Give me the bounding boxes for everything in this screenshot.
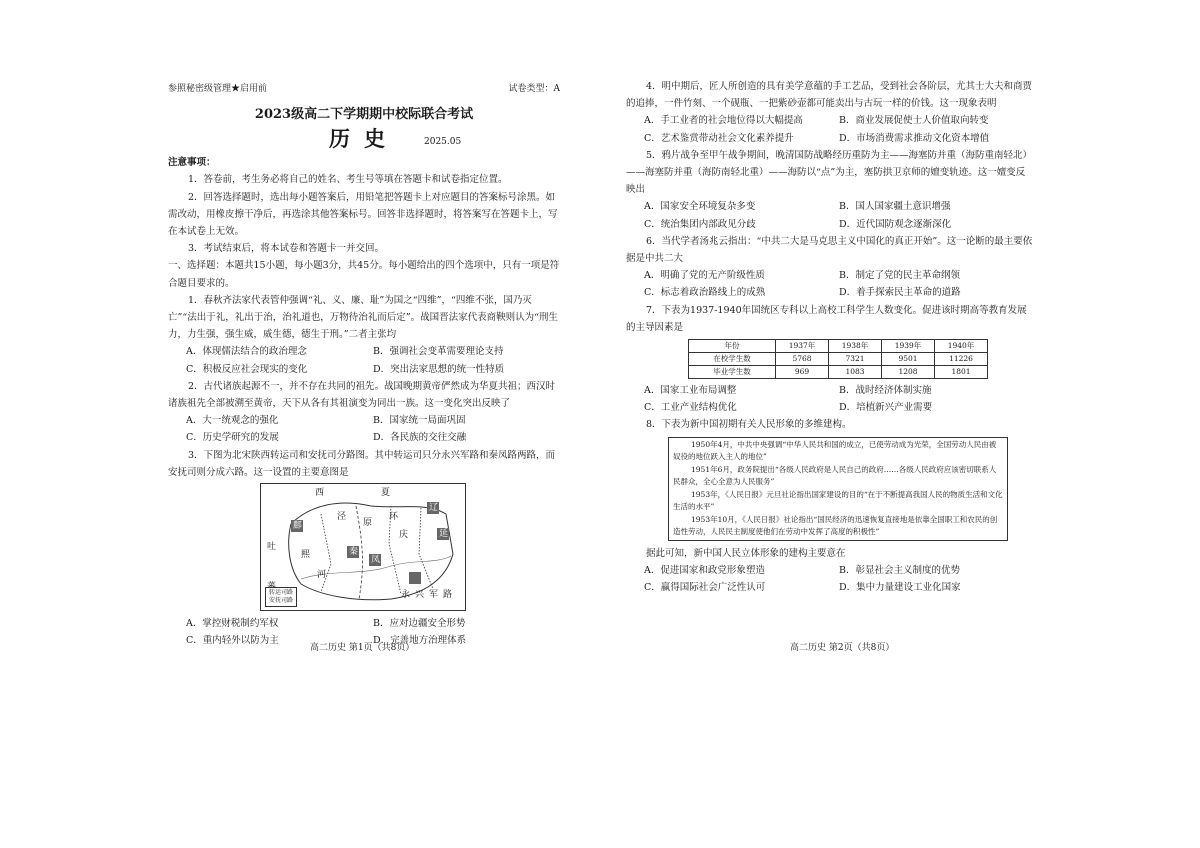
option-b: B．国家统一局面巩固 [373, 415, 466, 427]
table-header-cell: 1937年 [776, 340, 829, 353]
option-c: C．艺术鉴赏带动社会文化素养提升 [644, 132, 794, 144]
option-d: D．集中力量建设工业化国家 [839, 582, 961, 594]
option-a: A．国家安全环境复杂多变 [644, 201, 756, 213]
option-c: C．历史学研究的发展 [186, 432, 279, 444]
paper-type: 试卷类型：A [508, 84, 560, 94]
question-stem: 3．下图为北宋陕西转运司和安抚司分路图。其中转运司只分永兴军路和秦凤路两路，而安抚司则分成六路。这一设置的主要意图是 [168, 449, 556, 478]
table-cell: 1801 [935, 366, 988, 379]
page-footer-2: 高二历史 第2页（共8页） [790, 643, 895, 653]
table-cell: 5768 [776, 353, 829, 366]
table-cell: 969 [776, 366, 829, 379]
question-7 [626, 302, 1034, 417]
option-c: C．重内轻外以防为主 [186, 635, 279, 647]
question-6 [626, 233, 1034, 302]
question-stem: 4．明中期后，匠人所创造的具有美学意蕴的手工艺品，受到社会各阶层，尤其士大夫和商贾的追捧，一件竹刻、一个砚瓶、一把紫砂壶都可能卖出与古玩一样的价钱。这一现象表明 [626, 81, 1033, 110]
table-header-cell: 1940年 [935, 340, 988, 353]
option-a: A．手工业者的社会地位得以大幅提高 [644, 115, 803, 127]
option-b: B．应对边疆安全形势 [373, 618, 466, 630]
notice-3: 3．考试结束后，将本试卷和答题卡一并交回。 [188, 243, 385, 255]
table-row [689, 353, 988, 366]
notice-1: 1．答卷前，考生务必将自己的姓名、考生号等填在答题卡和试卷指定位置。 [188, 174, 508, 186]
option-c: C．赢得国际社会广泛性认可 [644, 582, 766, 594]
table-cell: 1083 [829, 366, 882, 379]
question-4 [626, 78, 1034, 147]
option-c: C．标志着政治路线上的成熟 [644, 287, 766, 299]
map-legend [265, 587, 297, 607]
question-stem: 1．春秋齐法家代表管仲强调“礼、义、廉、耻”为国之“四维”，“四维不张，国乃灭亡”“法出于礼，礼出于治，治礼道也，万物待治礼而后定”。战国晋法家代表商鞅则认为“刑生力，力生强，强生威，威生德，德生于刑。”二者主张均 [168, 294, 558, 341]
map-label: 环 [389, 512, 399, 523]
map-label: 永 [401, 590, 411, 601]
table-cell: 1208 [882, 366, 935, 379]
quote-item: 1953年，《人民日报》元旦社论指出国家建设的目的“在于不断提高我国人民的物质生活和文化生活的水平” [673, 489, 1003, 511]
map-label: 吐 [267, 542, 277, 553]
option-c: C．统治集团内部政见分歧 [644, 218, 756, 230]
question-2 [168, 378, 560, 447]
question-stem: 8．下表为新中国初期有关人民形象的多维建构。 [646, 419, 852, 431]
question-3 [168, 447, 560, 650]
option-d: D．各民族的交往交融 [373, 432, 467, 444]
page-footer-1: 高二历史 第1页（共8页） [310, 643, 415, 653]
question-stem: 2．古代诸族起源不一，并不存在共同的祖先。战国晚期黄帝俨然成为华夏共祖；西汉时诸族祖先全部被溯至黄帝，天下从各有其祖演变为同出一族。这一变化突出反映了 [168, 380, 556, 410]
option-a: A．明确了党的无产阶级性质 [644, 270, 765, 282]
map-label: 延 [439, 529, 449, 540]
table-cell: 7321 [829, 353, 882, 366]
section-heading: 一、选择题：本题共15小题，每小题3分，共45分。每小题给出的四个选项中，只有一项是符合题目要求的。 [168, 260, 560, 289]
map-label: 泾 [337, 512, 347, 523]
option-d: D．培植新兴产业需要 [839, 402, 933, 414]
option-b: B．国人国家疆土意识增强 [839, 201, 951, 213]
option-a: A．国家工业布局调整 [644, 385, 737, 397]
option-d: D．完善地方治理体系 [373, 635, 467, 647]
map-label: 原 [363, 518, 373, 529]
map-label: 凤 [371, 555, 381, 566]
question-stem: 7．下表为1937-1940年国统区专科以上高校工科学生人数变化。促进该时期高等教育发展的主导因素是 [626, 304, 1027, 333]
option-a: A．体现儒法结合的政治理念 [186, 346, 307, 358]
question-1 [168, 292, 560, 378]
table-cell: 在校学生数 [689, 353, 776, 366]
option-c: C．工业产业结构优化 [644, 402, 737, 414]
question-stem: 5．鸦片战争至甲午战争期间，晚清国防战略经历重防为主——海塞防并重（海防重南轻北）——海塞防并重（海防南轻北重）——海防以“点”为主，塞防拱卫京师的嬗变轨迹。这一嬗变反映出 [626, 149, 1033, 196]
option-b: B．彰显社会主义制度的优势 [839, 564, 960, 576]
city-marker [409, 572, 421, 584]
option-d: D．着手探索民主革命的道路 [839, 287, 961, 299]
table-header-cell: 1938年 [829, 340, 882, 353]
table-header-row [689, 340, 988, 353]
exam-page-2 [626, 78, 1034, 658]
subject-row [168, 124, 560, 154]
option-a: A．促进国家和政党形象塑造 [644, 564, 765, 576]
map-label: 庆 [399, 530, 409, 541]
table-row [689, 366, 988, 379]
question-8 [626, 416, 1034, 596]
quote-item: 1950年4月，中共中央强调“中华人民共和国的成立，已使劳动成为光荣，全国劳动人民由被奴役的地位跃入主人的地位” [673, 439, 997, 461]
option-d: D．市场消费需求推动文化资本增值 [839, 132, 990, 144]
map-label: 兴 [415, 590, 425, 601]
map-label: 路 [443, 590, 453, 601]
map-label: 夏 [381, 488, 391, 499]
subject-title: 历史 [329, 126, 399, 152]
exam-date: 2025.05 [424, 137, 462, 148]
notice-title: 注意事项： [168, 157, 216, 169]
question-stem: 6．当代学者汤兆云指出：“中共二大是马克思主义中国化的真正开始”。这一论断的最主要依据是中共二大 [626, 235, 1033, 265]
page-header [168, 81, 560, 98]
option-b: B．制定了党的民主革命纲领 [839, 270, 960, 282]
table-cell: 毕业学生数 [689, 366, 776, 379]
option-d: D．近代国防观念逐渐深化 [839, 218, 952, 230]
quote-box [668, 437, 1008, 541]
table-cell: 11226 [935, 353, 988, 366]
security-level: 参照秘密级管理★启用前 [168, 84, 268, 94]
song-shaanxi-map [260, 483, 466, 611]
table-cell: 9501 [882, 353, 935, 366]
option-c: C．积极反应社会现实的变化 [186, 363, 308, 375]
table-header-cell: 1939年 [882, 340, 935, 353]
map-label: 秦 [349, 547, 359, 558]
map-label: 军 [429, 590, 439, 601]
option-b: B．强调社会变革需要理论支持 [373, 346, 504, 358]
question-5 [626, 147, 1034, 233]
exam-title: 2023级高二下学期期中校际联合考试 [254, 107, 474, 123]
option-a: A．大一统观念的强化 [186, 415, 279, 427]
option-b: B．商业发展促使士人价值取向转变 [839, 115, 989, 127]
map-label: 鄜 [293, 521, 303, 532]
quote-item: 1953年10月，《人民日报》社论指出“国民经济的迅速恢复直接地是依靠全国职工和农民的创造性劳动，人民民主制度使他们在劳动中发挥了高度的积极性” [673, 514, 998, 536]
option-a: A．掌控财税制约军权 [186, 618, 279, 630]
table-header-cell: 年份 [689, 340, 776, 353]
notice-2: 2．回答选择题时，选出每小题答案后，用铅笔把答题卡上对应题目的答案标号涂黑。如需改动，用橡皮擦干净后，再选涂其他答案标号。回答非选择题时，将答案写在答题卡上，写在本试卷上无效。 [168, 191, 558, 238]
map-label: 西 [315, 488, 325, 499]
map-label: 辽 [429, 503, 439, 514]
legend-pacification: 安抚司路 [269, 597, 294, 605]
legend-transport: 转运司路 [269, 589, 294, 597]
option-d: D．突出法家思想的统一性特质 [373, 363, 505, 375]
quote-item: 1951年6月，政务院提出“各级人民政府是人民自己的政府……各级人民政府应该密切联系人民群众，全心全意为人民服务” [673, 464, 997, 486]
enrollment-table [688, 339, 988, 379]
question-prompt: 据此可知，新中国人民立体形象的建构主要意在 [646, 547, 846, 559]
map-label: 河 [317, 570, 327, 581]
exam-page-1 [168, 78, 560, 658]
option-b: B．战时经济体制实施 [839, 385, 932, 397]
map-label: 熙 [301, 550, 311, 561]
